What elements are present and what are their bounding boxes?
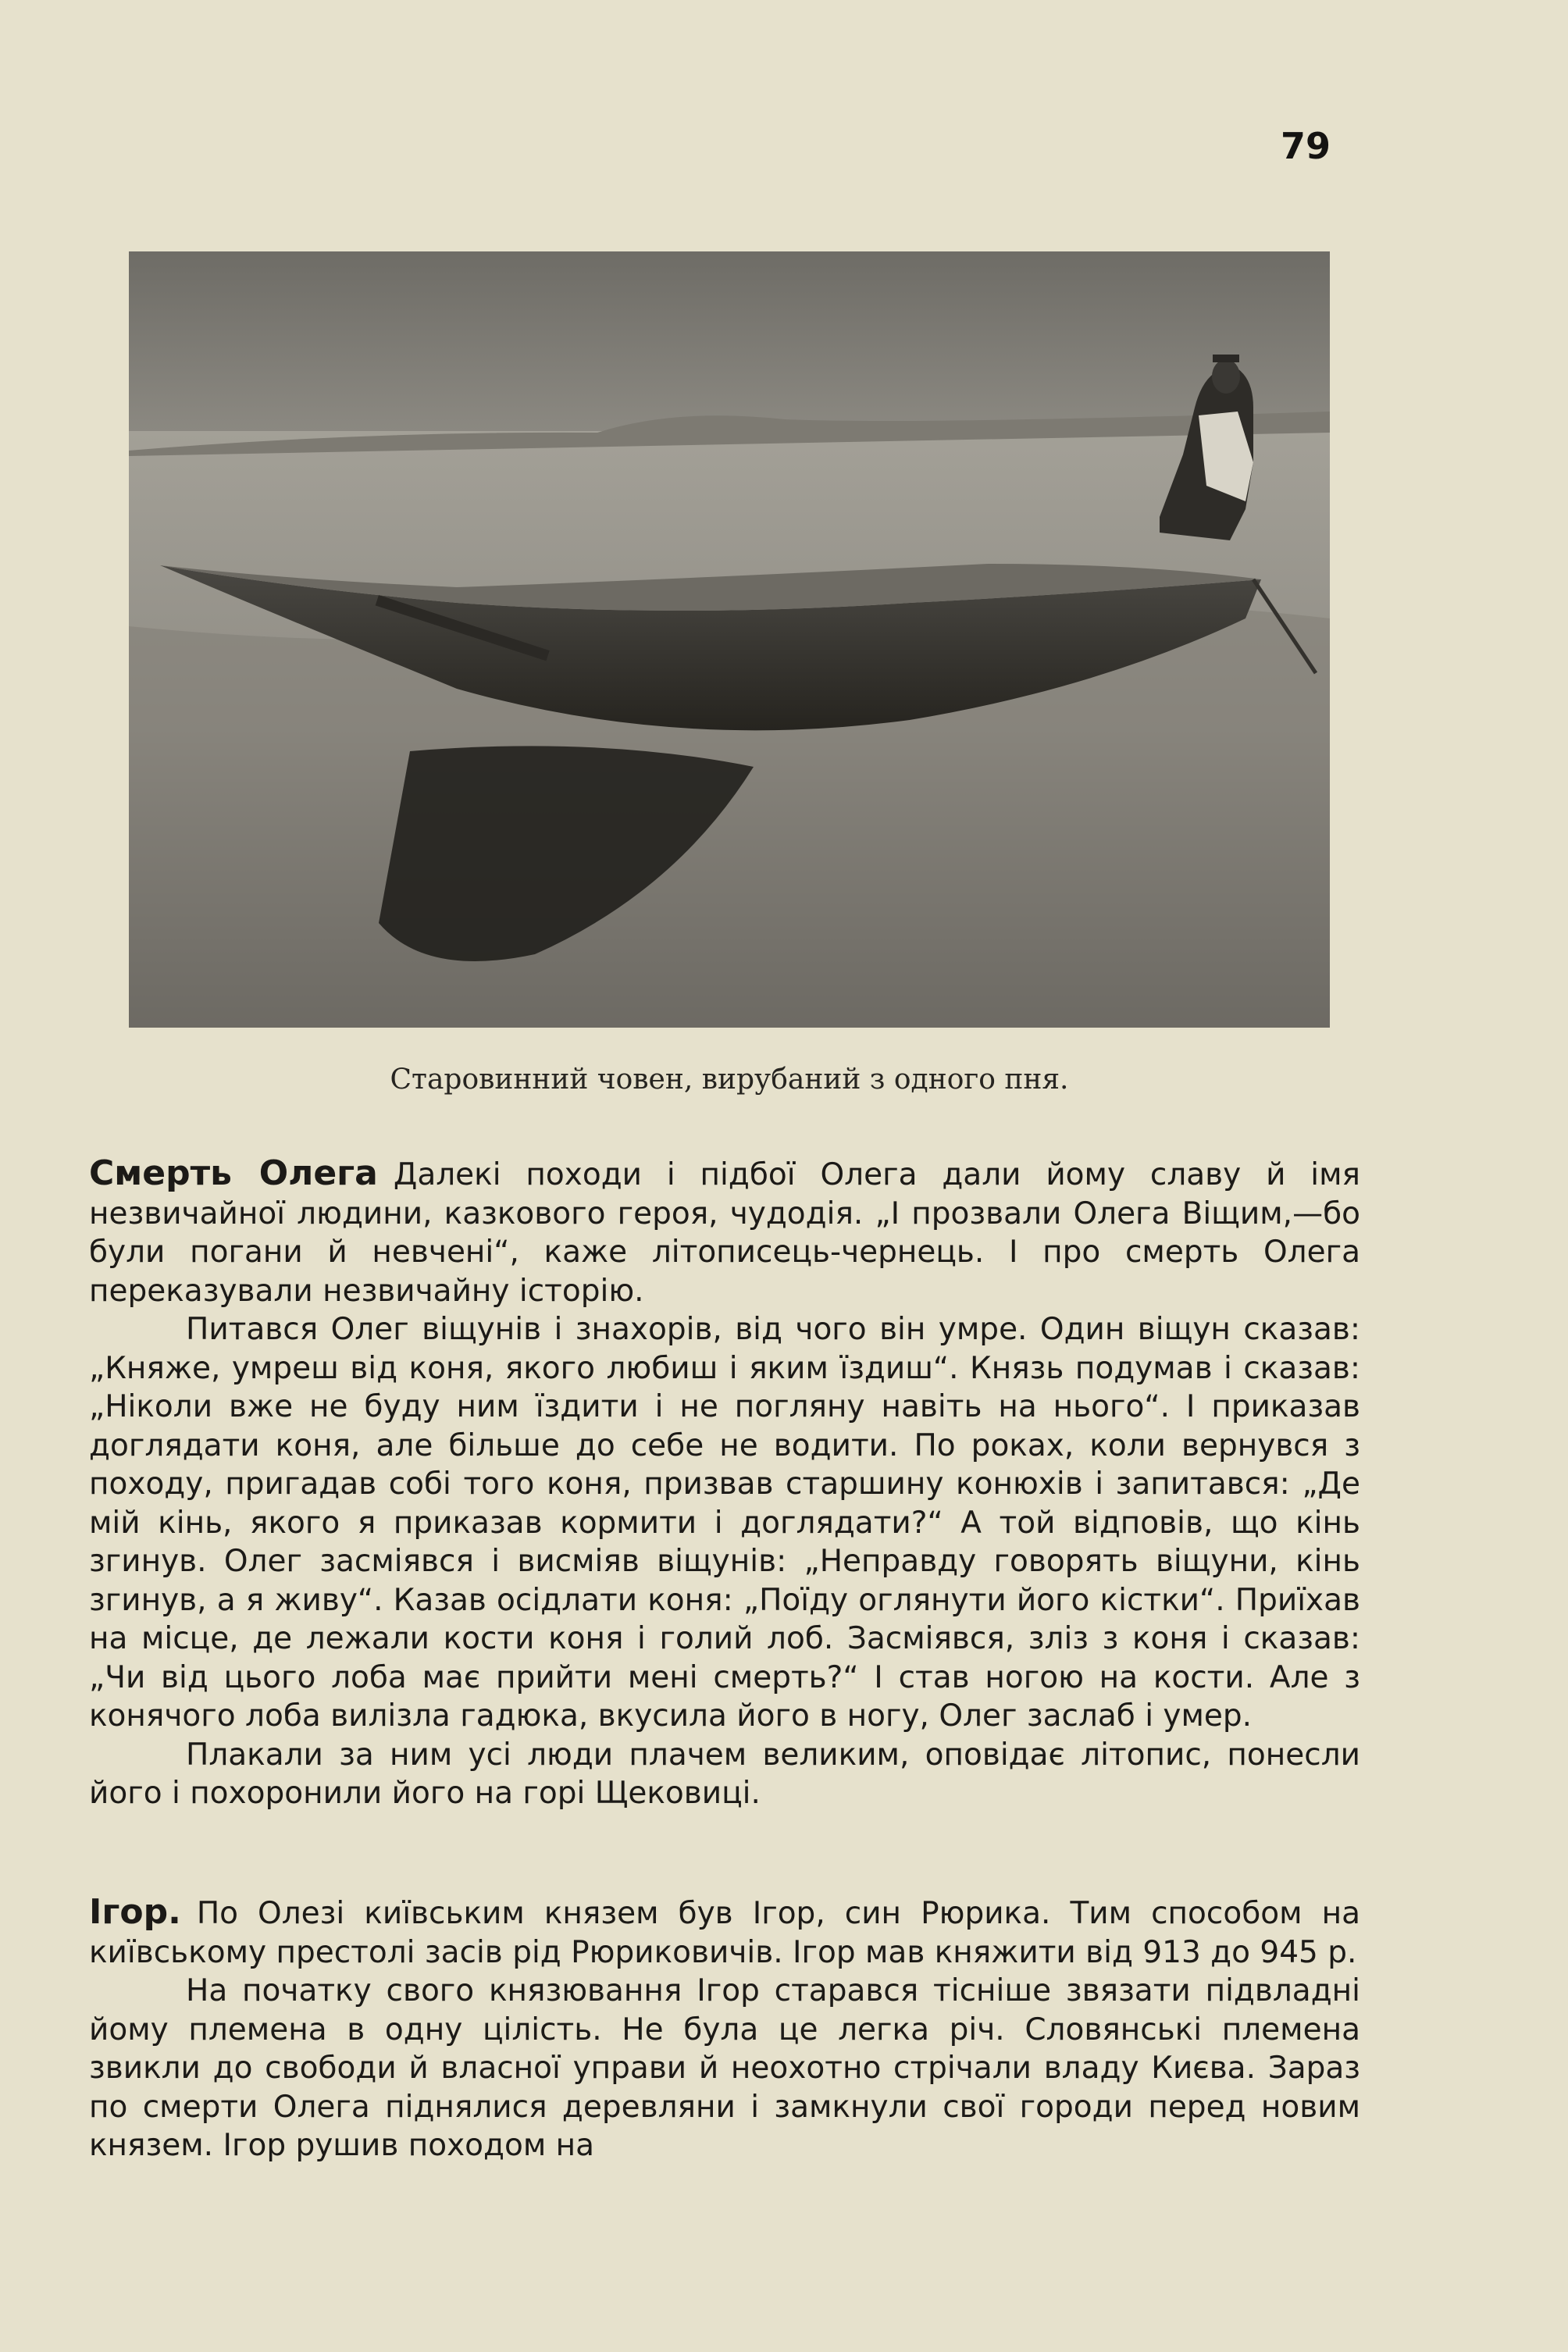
section-title: Ігор. [89, 1892, 181, 1932]
figure-caption: Старовинний човен, вирубаний з одного пня. [390, 1064, 1069, 1096]
section-title: Смерть Олега [89, 1153, 378, 1193]
paragraph [89, 1154, 1360, 1310]
paragraph: Плакали за ним усі люди плачем великим, оповідає літопис, понесли його і похоронили його на горі Щековиці. [89, 1737, 1360, 1811]
paragraph-text: Далекі походи і підбої Олега дали йому славу й імя незвичайної людини, казкового героя, чудодія. „І прозвали Олега Віщим,—бо були погани й невчені“, каже літописець-чернець. І про смерть Олега переказували незвичайну історію. [89, 1157, 1361, 1309]
section-igor [89, 1893, 1360, 2165]
paragraph [89, 1893, 1360, 1972]
paragraph: На початку свого князювання Ігор старався тісніше звязати підвладні йому племена в одну цілість. Не була це легка річ. Словянські племена звикли до свободи й власної управи й неохотно стрічали владу Києва. Зараз по смерти Олега піднялися деревляни і замкнули свої городи перед новим князем. Ігор рушив походом на [89, 1973, 1360, 2163]
section-death-of-oleg [89, 1154, 1360, 1813]
page-number: 79 [1281, 125, 1331, 167]
paragraph-text: По Олезі київським князем був Ігор, син Рюрика. Тим способом на київському престолі засів рід Рюриковичів. Ігор мав княжити від 913 до 945 р. [89, 1896, 1360, 1970]
paragraph: Питався Олег віщунів і знахорів, від чого він умре. Один віщун сказав: „Княже, умреш від коня, якого любиш і яким їздиш“. Князь подумав і сказав: „Ніколи вже не буду ним їздити і не погляну навіть на нього“. І приказав доглядати коня, але більше до себе не водити. По роках, коли вернувся з походу, пригадав собі того коня, призвав старшину конюхів і запитався: „Де мій кінь, якого я приказав кормити і доглядати?“ А той відповів, що кінь згинув. Олег засміявся і висміяв віщунів: „Неправду говорять віщуни, кінь згинув, а я живу“. Казав осідлати коня: „Поїду оглянути його кістки“. Приїхав на місце, де лежали кости коня і голий лоб. Засміявся, зліз з коня і сказав: „Чи від цього лоба має прийти мені смерть?“ І став ногою на кости. Але з конячого лоба вилізла гадюка, вкусила його в ногу, Олег заслаб і умер. [89, 1312, 1360, 1734]
boat-photograph [129, 251, 1330, 1028]
